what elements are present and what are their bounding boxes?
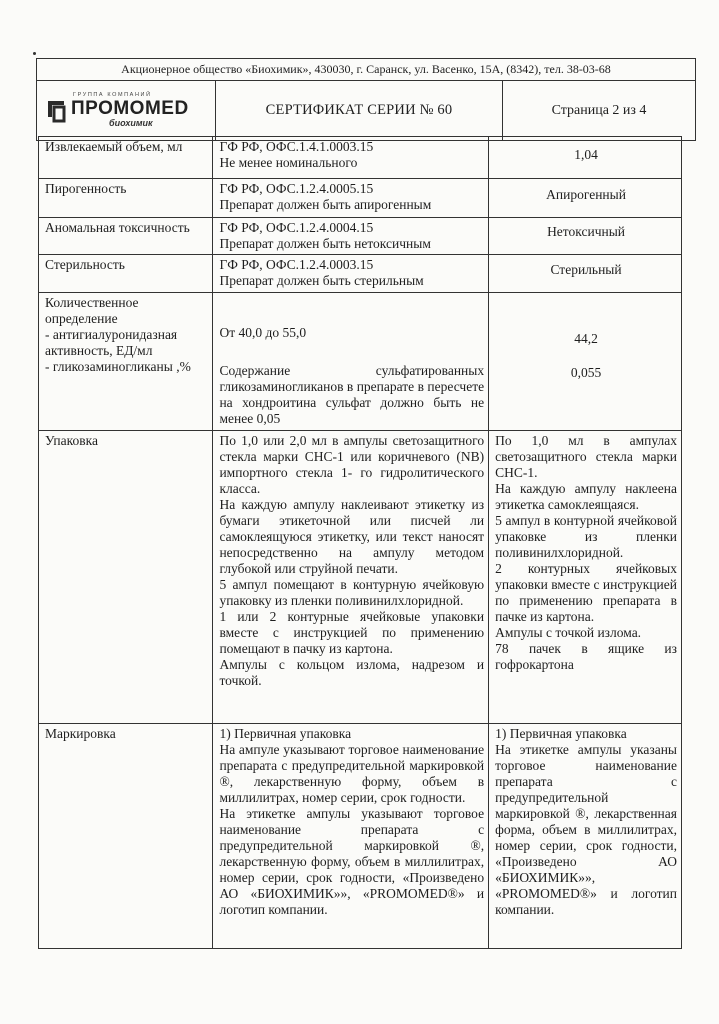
param-result: Стерильный [489, 255, 682, 293]
standard-ref: ГФ РФ, ОФС.1.2.4.0003.15 [219, 257, 374, 272]
quant-gag-result: 0,055 [570, 365, 602, 380]
table-row [39, 179, 682, 218]
quant-activity-result: 44,2 [574, 331, 598, 346]
packaging-result-para: 78 пачек в ящике из гофрокартона [495, 641, 677, 672]
quant-title: Количественное определение [45, 295, 139, 326]
packaging-standard-para: На каждую ампулу наклеивают этикетку из бумаги этикеточной или писчей ли самоклеящуюся этикетку, или текст наносят непосредственно на ампулу методом глубокой или струйной печати. [219, 497, 485, 576]
logo-group-text: ГРУППА КОМПАНИЙ [73, 92, 152, 99]
param-standard [213, 431, 489, 724]
packaging-result-para: По 1,0 мл в ампулах светозащитного стекла марки СНС-1. [495, 433, 677, 480]
table-row [39, 431, 682, 724]
param-result: Нетоксичный [489, 218, 682, 255]
param-result [489, 293, 682, 431]
param-standard [213, 255, 489, 293]
promomed-logo-icon [45, 98, 67, 124]
table-row [39, 724, 682, 949]
packaging-standard-para: 5 ампул помещают в контурную ячейковую упаковку из пленки поливинилхлоридной. [219, 577, 485, 608]
scan-speck [33, 52, 36, 55]
marking-result-para: На этикетке ампулы указаны торговое наименование препарата с предупредительной маркировкой ®, лекарственная форма, объем в миллилитрах, номер серии, срок годности, «Произведено АО «БИОХИМИК»», «PROMOMED®» и логотип компании. [495, 742, 677, 917]
quant-activity-standard: От 40,0 до 55,0 [219, 325, 307, 340]
param-standard [213, 724, 489, 949]
table-row [39, 218, 682, 255]
table-row [39, 293, 682, 431]
packaging-standard-para: 1 или 2 контурные ячейковые упаковки вместе с инструкцией по применению помещают в пачку из картона. [219, 609, 485, 656]
param-result: Апирогенный [489, 179, 682, 218]
packaging-result-para: Ампулы с точкой излома. [495, 625, 642, 640]
param-result [489, 431, 682, 724]
specification-table [38, 136, 682, 949]
param-standard [213, 293, 489, 431]
packaging-standard-para: По 1,0 или 2,0 мл в ампулы светозащитного стекла марки СНС-1 или коричневого (NB) импортного стекла 1- го гидролитического класса. [219, 433, 485, 496]
param-name: Аномальная токсичность [39, 218, 213, 255]
param-standard [213, 218, 489, 255]
packaging-result-para: 2 контурных ячейковых упаковки вместе с инструкцией по применению препарата в пачке из картона. [495, 561, 677, 624]
param-result: 1,04 [489, 137, 682, 179]
certificate-title: СЕРТИФИКАТ СЕРИИ № 60 [216, 81, 503, 141]
marking-standard-heading: 1) Первичная упаковка [219, 726, 352, 741]
packaging-result-para: 5 ампул в контурной ячейковой упаковке из пленки поливинилхлоридной. [495, 513, 677, 560]
standard-req: Не менее номинального [219, 155, 358, 170]
table-row [39, 137, 682, 179]
marking-standard-para: На этикетке ампулы указывают торговое наименование препарата с предупредительной маркировкой ®, лекарственную форму, объем в миллилитрах, номер серии, срок годности, «Произведено АО «БИОХИМИК»», «PROMOMED®» и логотип компании. [219, 806, 485, 917]
packaging-standard-para: Ампулы с кольцом излома, надрезом и точкой. [219, 657, 485, 688]
param-name: Стерильность [39, 255, 213, 293]
standard-req: Препарат должен быть нетоксичным [219, 236, 431, 251]
quant-gag-standard: Содержание сульфатированных гликозаминогликанов в препарате в пересчете на хондроитина сульфат должно быть не менее 0,05 [219, 363, 485, 426]
param-standard [213, 137, 489, 179]
logo-sub-text: биохимик [109, 117, 153, 128]
packaging-result-para: На каждую ампулу наклеена этикетка самоклеящаяся. [495, 481, 677, 512]
logo-main-text: ПРОМОМЕD [71, 97, 189, 119]
param-name [39, 293, 213, 431]
company-address-line: Акционерное общество «Биохимик», 430030, г. Саранск, ул. Васенко, 15А, (8342), тел. 38-03-68 [37, 59, 696, 81]
param-name: Маркировка [39, 724, 213, 949]
marking-standard-para: На ампуле указывают торговое наименование препарата с предупредительной маркировкой ®, лекарственную форму, объем в миллилитрах, номер серии, срок годности. [219, 742, 485, 805]
param-name: Пирогенность [39, 179, 213, 218]
standard-ref: ГФ РФ, ОФС.1.2.4.0005.15 [219, 181, 374, 196]
quant-activity-label: - антигиалуронидазная активность, ЕД/мл [45, 327, 178, 358]
standard-req: Препарат должен быть стерильным [219, 273, 424, 288]
param-result [489, 724, 682, 949]
certificate-header [36, 58, 696, 141]
standard-req: Препарат должен быть апирогенным [219, 197, 432, 212]
company-logo [37, 81, 216, 141]
param-name: Извлекаемый объем, мл [39, 137, 213, 179]
param-standard [213, 179, 489, 218]
standard-ref: ГФ РФ, ОФС.1.2.4.0004.15 [219, 220, 374, 235]
page-number: Страница 2 из 4 [503, 81, 696, 141]
quant-gag-label: - гликозаминогликаны ,% [45, 359, 191, 374]
marking-result-heading: 1) Первичная упаковка [495, 726, 627, 741]
table-row [39, 255, 682, 293]
standard-ref: ГФ РФ, ОФС.1.4.1.0003.15 [219, 139, 374, 154]
param-name: Упаковка [39, 431, 213, 724]
